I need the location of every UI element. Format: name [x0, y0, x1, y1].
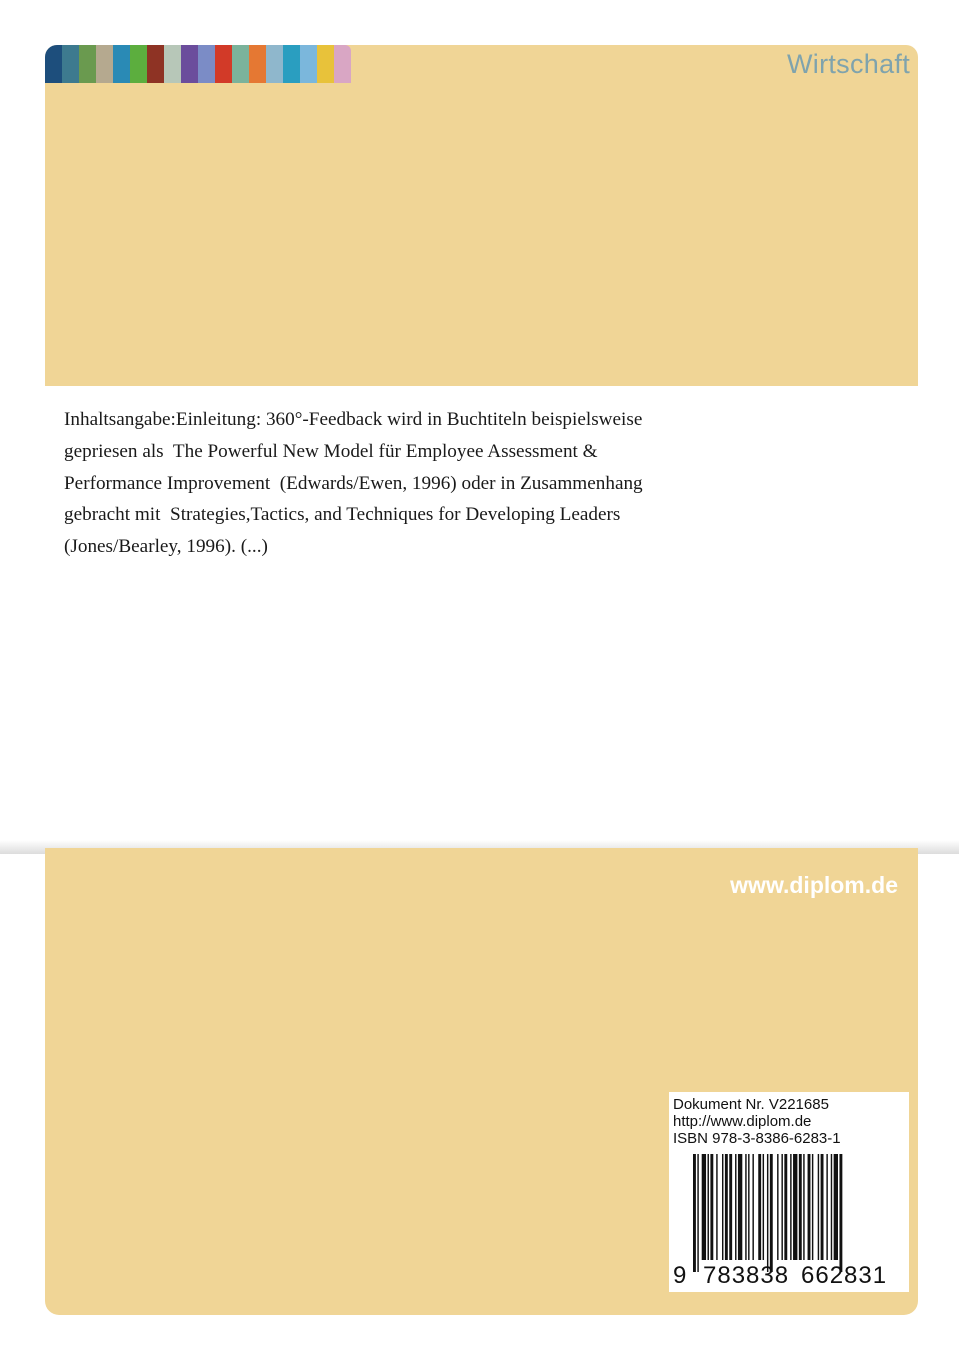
- barcode-digits-left: 783838: [703, 1262, 790, 1289]
- barcode-bar: [745, 1154, 746, 1260]
- barcode-bar: [716, 1154, 717, 1260]
- color-stripe: [147, 45, 164, 83]
- barcode-bar: [803, 1154, 804, 1260]
- publisher-website: www.diplom.de: [730, 872, 898, 898]
- color-stripe: [181, 45, 198, 83]
- barcode-bar: [763, 1154, 764, 1260]
- barcode-bar: [708, 1154, 709, 1260]
- barcode-bar: [831, 1154, 832, 1260]
- barcode-bar: [693, 1154, 696, 1272]
- barcode-bars: [691, 1154, 899, 1272]
- barcode-bar: [697, 1154, 698, 1272]
- barcode-bar: [839, 1154, 842, 1272]
- color-stripe: [79, 45, 96, 83]
- color-stripe: [130, 45, 147, 83]
- color-stripe: [249, 45, 266, 83]
- color-stripe: [45, 45, 62, 83]
- barcode-bar: [790, 1154, 791, 1260]
- barcode-digit-first: 9: [673, 1262, 688, 1289]
- barcode-bar: [808, 1154, 811, 1260]
- description-line: (Jones/Bearley, 1996). (...): [64, 536, 268, 558]
- color-stripe: [215, 45, 232, 83]
- color-stripe: [198, 45, 215, 83]
- color-stripe: [283, 45, 300, 83]
- barcode-bar: [812, 1154, 813, 1260]
- barcode-bar: [748, 1154, 749, 1260]
- barcode-bar: [784, 1154, 787, 1260]
- barcode-bar: [722, 1154, 723, 1260]
- color-stripe: [300, 45, 317, 83]
- barcode-bar: [818, 1154, 819, 1260]
- barcode-bar: [770, 1154, 773, 1272]
- description-line: gepriesen als The Powerful New Model für Employee Assessment &: [64, 440, 598, 462]
- color-stripe: [334, 45, 351, 83]
- color-stripe: [96, 45, 113, 83]
- color-stripe: [266, 45, 283, 83]
- publisher-url: http://www.diplom.de: [673, 1113, 812, 1130]
- barcode-bar: [738, 1154, 742, 1260]
- barcode-bar: [826, 1154, 827, 1260]
- barcode-bar: [729, 1154, 732, 1260]
- description-line: Performance Improvement (Edwards/Ewen, 1996) oder in Zusammenhang: [64, 472, 643, 494]
- barcode-bar: [793, 1154, 797, 1260]
- barcode-bar: [702, 1154, 706, 1260]
- barcode-bar: [821, 1154, 824, 1260]
- book-description: [64, 404, 784, 563]
- description-line: Inhaltsangabe:Einleitung: 360°-Feedback wird in Buchtiteln beispielsweise: [64, 409, 643, 430]
- barcode-bar: [799, 1154, 802, 1260]
- barcode-bar: [752, 1154, 753, 1260]
- color-stripe: [232, 45, 249, 83]
- color-stripe: [62, 45, 79, 83]
- color-stripes: [45, 45, 351, 83]
- description-line: gebracht mit Strategies,Tactics, and Techniques for Developing Leaders: [64, 504, 621, 526]
- barcode-bar: [781, 1154, 782, 1260]
- color-stripe: [317, 45, 334, 83]
- isbn-text: ISBN 978-3-8386-6283-1: [673, 1130, 841, 1147]
- barcode-bar: [735, 1154, 736, 1260]
- barcode-bar: [710, 1154, 713, 1260]
- barcode-bar: [834, 1154, 838, 1260]
- barcode-bar: [725, 1154, 728, 1260]
- barcode-label: [669, 1092, 909, 1292]
- category-label: Wirtschaft: [786, 49, 910, 79]
- top-cover-panel: [45, 45, 918, 386]
- barcode-bar: [777, 1154, 778, 1260]
- document-number: Dokument Nr. V221685: [673, 1096, 829, 1113]
- color-stripe: [113, 45, 130, 83]
- barcode-digits-right: 662831: [801, 1262, 888, 1289]
- barcode-bar: [767, 1154, 768, 1272]
- color-stripe: [164, 45, 181, 83]
- barcode-bar: [758, 1154, 761, 1260]
